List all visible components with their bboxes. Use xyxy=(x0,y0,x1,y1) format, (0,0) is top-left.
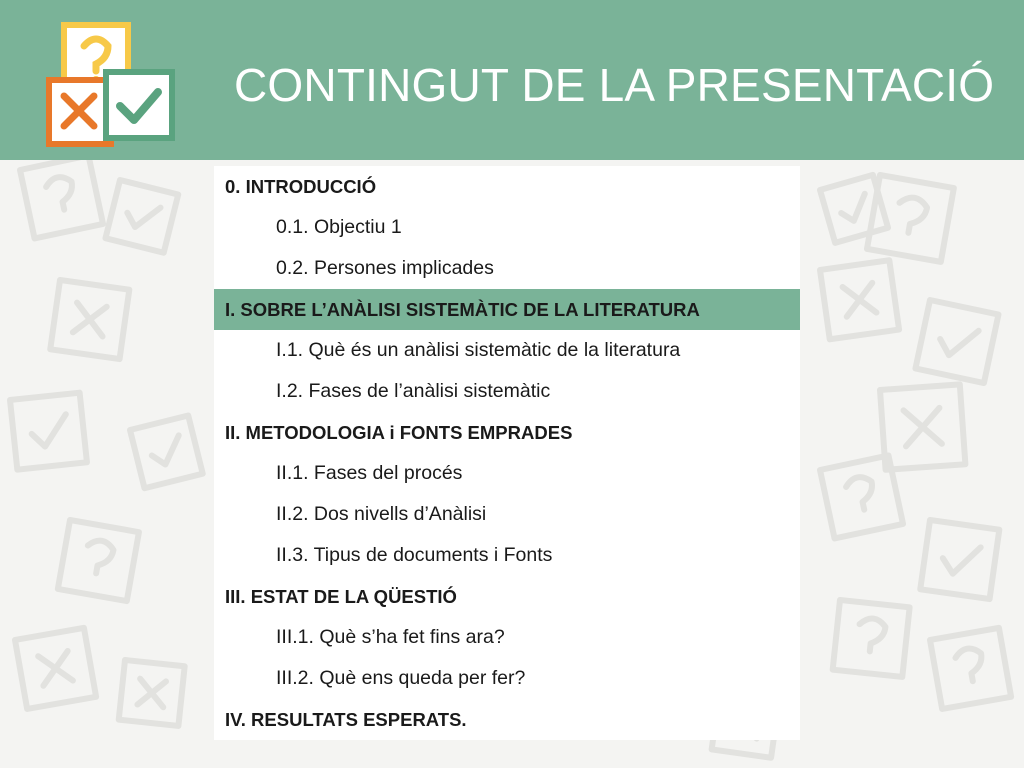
bg-cross-icon xyxy=(119,660,185,726)
toc-section-analisi-sistematic: I. SOBRE L’ANÀLISI SISTEMÀTIC DE LA LITERATURA xyxy=(214,289,800,330)
bg-question-icon xyxy=(820,455,903,538)
cross-card-icon xyxy=(49,80,111,144)
bg-check-icon xyxy=(820,175,888,243)
bg-check-icon xyxy=(105,180,178,253)
bg-question-icon xyxy=(867,175,954,262)
bg-cross-icon xyxy=(50,280,129,359)
toc-subsection-fet-fins-ara: III.1. Què s’ha fet fins ara? xyxy=(276,626,505,648)
toc-subsection-tipus-documents: II.3. Tipus de documents i Fonts xyxy=(276,544,553,566)
toc-subsection-fases-analisi: I.2. Fases de l’anàlisi sistemàtic xyxy=(276,380,551,402)
toc-subsection-que-es-analisi: I.1. Què és un anàlisi sistemàtic de la literatura xyxy=(276,339,681,361)
bg-check-icon xyxy=(915,300,998,383)
bg-check-icon xyxy=(10,393,87,470)
bg-question-icon xyxy=(58,520,139,601)
bg-cross-icon xyxy=(15,628,96,709)
check-card-icon xyxy=(106,72,172,138)
bg-question-icon xyxy=(930,628,1011,709)
bg-cross-icon xyxy=(820,260,899,339)
toc-subsection-queda-per-fer: III.2. Què ens queda per fer? xyxy=(276,667,526,689)
toc-subsection-persones-implicades: 0.2. Persones implicades xyxy=(276,257,494,279)
toc-subsection-fases-proces: II.1. Fases del procés xyxy=(276,462,463,484)
toc-section-estat-questio: III. ESTAT DE LA QÜESTIÓ xyxy=(225,586,457,607)
bg-cross-icon xyxy=(880,384,965,469)
slide-header xyxy=(0,0,1024,160)
bg-question-icon xyxy=(20,155,103,238)
table-of-contents xyxy=(214,166,800,740)
quiz-logo-icon xyxy=(44,20,176,152)
slide-title: CONTINGUT DE LA PRESENTACIÓ xyxy=(234,59,995,111)
bg-check-icon xyxy=(920,520,999,599)
toc-subsection-dos-nivells: II.2. Dos nivells d’Anàlisi xyxy=(276,503,487,525)
bg-check-icon xyxy=(130,415,203,488)
toc-section-resultats: IV. RESULTATS ESPERATS. xyxy=(225,709,467,730)
toc-section-introduccio: 0. INTRODUCCIÓ xyxy=(225,176,377,197)
bg-question-icon xyxy=(833,600,910,677)
toc-subsection-objectiu: 0.1. Objectiu 1 xyxy=(276,216,402,238)
toc-section-metodologia: II. METODOLOGIA i FONTS EMPRADES xyxy=(225,422,573,443)
